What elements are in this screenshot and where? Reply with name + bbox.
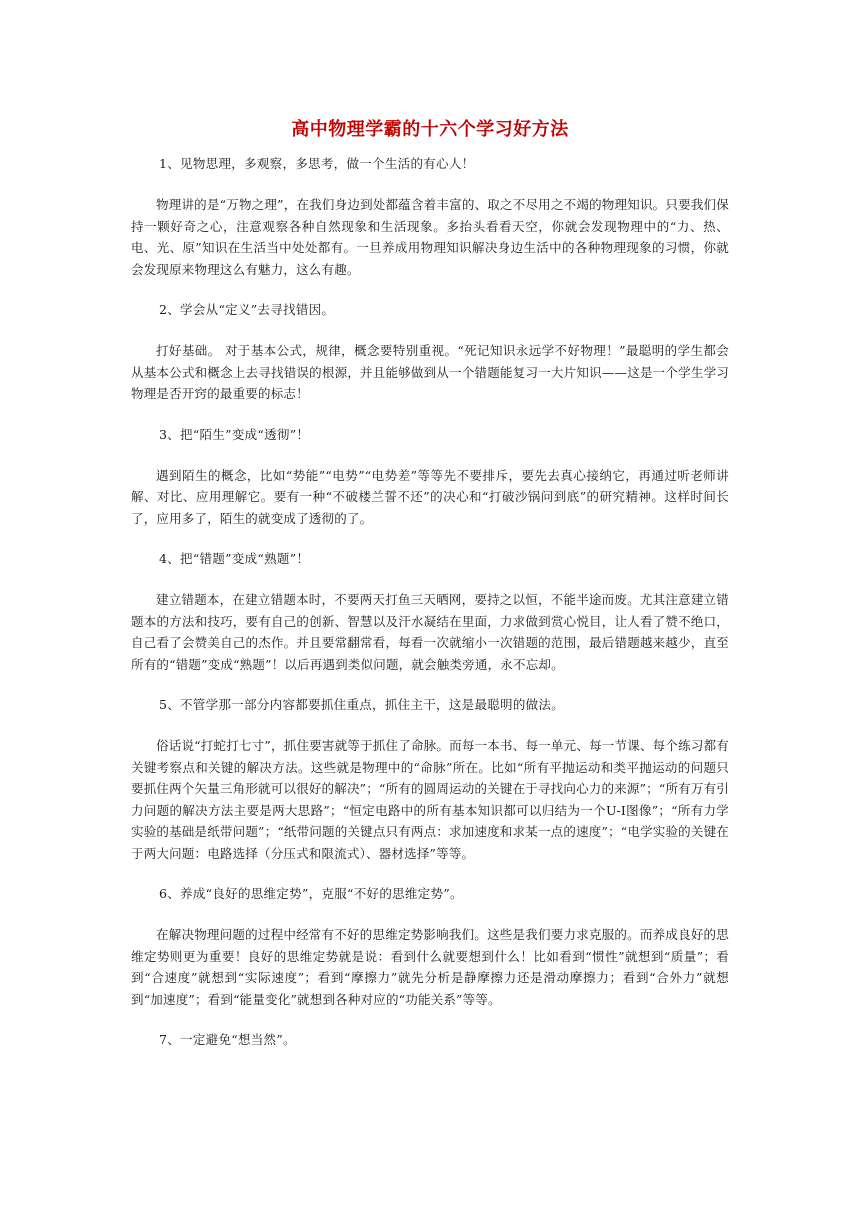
section-5-paragraph: 俗话说“打蛇打七寸”，抓住要害就等于抓住了命脉。而每一本书、每一单元、每一节课、每个练习都有关键考察点和关键的解决方法。这些就是物理中的“命脉”所在。比如“所有平抛运动和类平抛运动的问题只要抓住两个矢量三角形就可以很好的解决”；“所有的圆周运动的关键在于寻找向心力的来源”；“所有万有引力问题的解决方法主要是两大思路”；“恒定电路中的所有基本知识都可以归结为一个U-I图像”；“所有力学实验的基础是纸带问题”；“纸带问题的关键点只有两点：求加速度和求某一点的速度”；“电学实验的关键在于两大问题：电路选择（分压式和限流式）、器材选择”等等。: [131, 738, 729, 861]
section-6-heading: 6、养成“良好的思维定势”，克服“不好的思维定势”。: [159, 886, 463, 901]
section-4-heading: 4、把“错题”变成“熟题”！: [159, 551, 310, 566]
section-1-paragraph: 物理讲的是“万物之理”，在我们身边到处都蕴含着丰富的、取之不尽用之不竭的物理知识。只要我们保持一颗好奇之心，注意观察各种自然现象和生活现象。多抬头看看天空，你就会发现物理中的“力、热、电、光、原”知识在生活当中处处都有。一旦养成用物理知识解决身边生活中的各种物理现象的习惯，你就会发现原来物理这么有魅力，这么有趣。: [131, 197, 729, 277]
document-body: [131, 154, 729, 1070]
section-1-heading: 1、见物思理，多观察，多思考，做一个生活的有心人！: [159, 156, 475, 171]
section-5-heading: 5、不管学那一部分内容都要抓住重点，抓住主干，这是最聪明的做法。: [159, 697, 565, 712]
section-4-paragraph: 建立错题本，在建立错题本时，不要两天打鱼三天晒网，要持之以恒，不能半途而废。尤其注意建立错题本的方法和技巧，要有自己的创新、智慧以及汗水凝结在里面，力求做到赏心悦目，让人看了赞不绝口，自己看了会赞美自己的杰作。并且要常翻常看，每看一次就缩小一次错题的范围，最后错题越来越少，直至所有的“错题”变成“熟题”！以后再遇到类似问题，就会触类旁通，永不忘却。: [131, 592, 729, 672]
section-3-paragraph: 遇到陌生的概念，比如“势能”“电势”“电势差”等等先不要排斥，要先去真心接纳它，再通过听老师讲解、对比、应用理解它。要有一种“不破楼兰誓不还”的决心和“打破沙锅问到底”的研究精神。这样时间长了，应用多了，陌生的就变成了透彻的了。: [131, 467, 729, 526]
section-7-heading: 7、一定避免“想当然”。: [159, 1032, 296, 1047]
document-title: 高中物理学霸的十六个学习好方法: [291, 119, 569, 140]
section-2-paragraph: 打好基础。 对于基本公式，规律，概念要特别重视。“死记知识永远学不好物理！”最聪明的学生都会从基本公式和概念上去寻找错误的根源，并且能够做到从一个错题能复习一大片知识——这是一个学生学习物理是否开窍的最重要的标志！: [131, 343, 729, 401]
section-2-heading: 2、学会从“定义”去寻找错因。: [159, 302, 335, 317]
section-6-paragraph: 在解决物理问题的过程中经常有不好的思维定势影响我们。这些是我们要力求克服的。而养成良好的思维定势则更为重要！良好的思维定势就是说：看到什么就要想到什么！比如看到“惯性”就想到“质量”；看到“合速度”就想到“实际速度”；看到“摩擦力”就先分析是静摩擦力还是滑动摩擦力；看到“合外力”就想到“加速度”；看到“能量变化”就想到各种对应的“功能关系”等等。: [131, 927, 729, 1007]
section-3-heading: 3、把“陌生”变成“透彻”！: [159, 426, 310, 442]
